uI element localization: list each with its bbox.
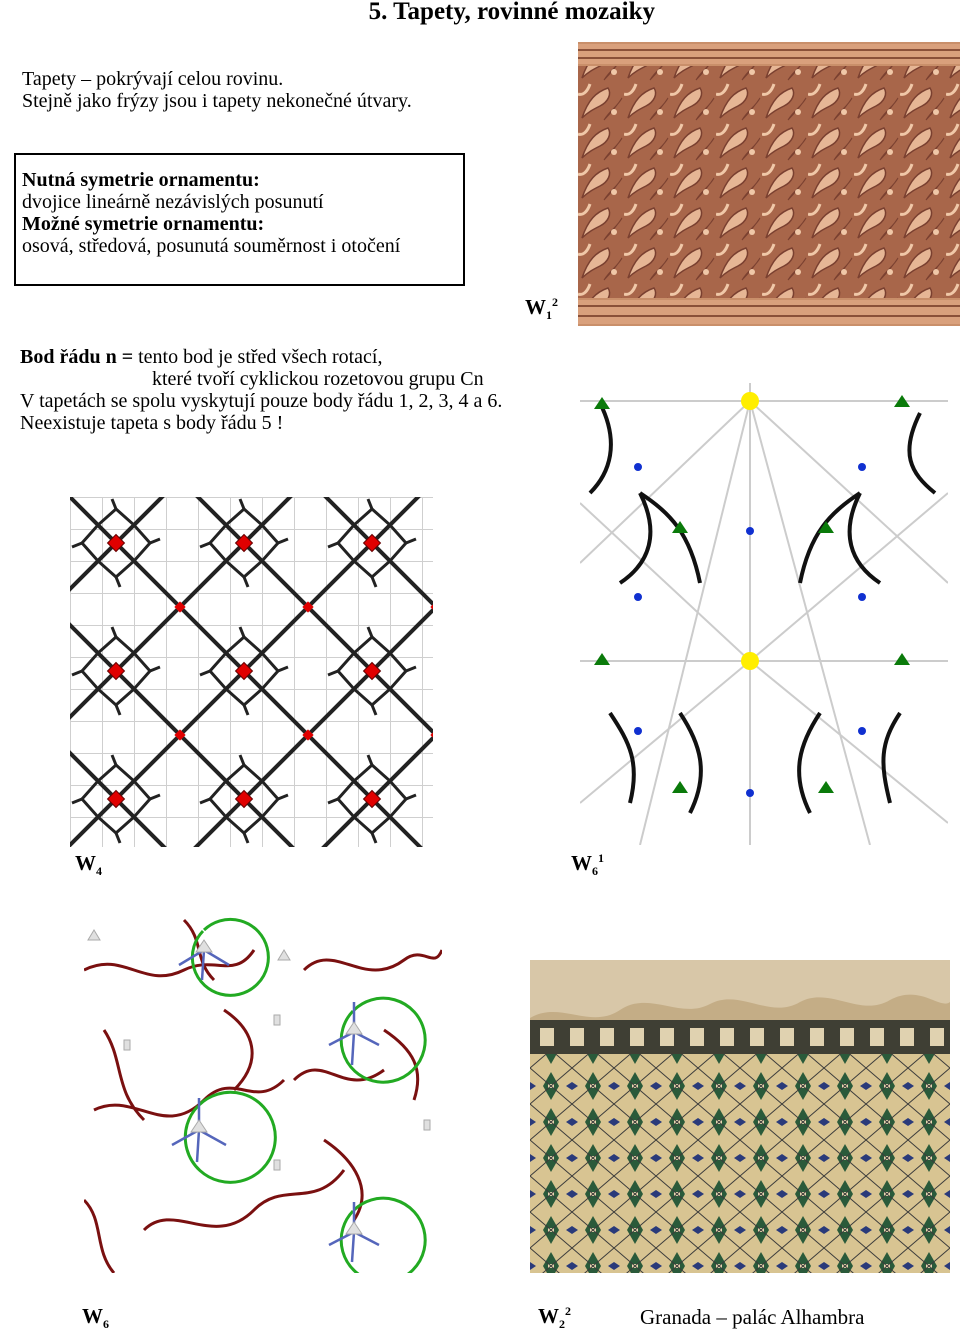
label-w6: $W_6$: [82, 1304, 109, 1332]
alhambra-tiles-image: [530, 960, 950, 1273]
w6-pattern-image: [84, 910, 442, 1273]
order-line-3: V tapetách se spolu vyskytují pouze body řádu 1, 2, 3, 4 a 6.: [20, 390, 503, 412]
rotation-order-text: [20, 346, 502, 434]
label-w2-2: $W_2^2$: [538, 1304, 571, 1332]
label-w4: $W_4$: [75, 851, 102, 879]
label-w6-1: $W_6^1$: [571, 851, 604, 879]
intro-text: [22, 68, 412, 112]
symmetry-box: [14, 153, 465, 286]
stucco-ornament-image: [578, 42, 960, 326]
order-def-1: tento bod je střed všech rotací,: [133, 346, 383, 368]
intro-line-2: Stejně jako frýzy jsou i tapety nekonečné útvary.: [22, 90, 412, 112]
label-w1-2: $W_1^2$: [525, 295, 558, 323]
box-heading-necessary: Nutná symetrie ornamentu:: [22, 169, 260, 191]
box-text-necessary: dvojice lineárně nezávislých posunutí: [22, 191, 324, 213]
w61-pattern-image: [580, 383, 948, 845]
box-heading-possible: Možné symetrie ornamentu:: [22, 213, 265, 235]
w4-pattern-image: [70, 497, 433, 847]
order-term: Bod řádu n =: [20, 346, 134, 368]
page-title: 5. Tapety, rovinné mozaiky: [368, 0, 655, 25]
box-text-possible: osová, středová, posunutá souměrnost i otočení: [22, 235, 401, 257]
alhambra-caption: Granada – palác Alhambra: [640, 1305, 865, 1329]
order-line-4: Neexistuje tapeta s body řádu 5 !: [20, 412, 284, 434]
order-def-2: které tvoří cyklickou rozetovou grupu Cn: [152, 368, 484, 390]
intro-line-1: Tapety – pokrývají celou rovinu.: [22, 68, 284, 90]
